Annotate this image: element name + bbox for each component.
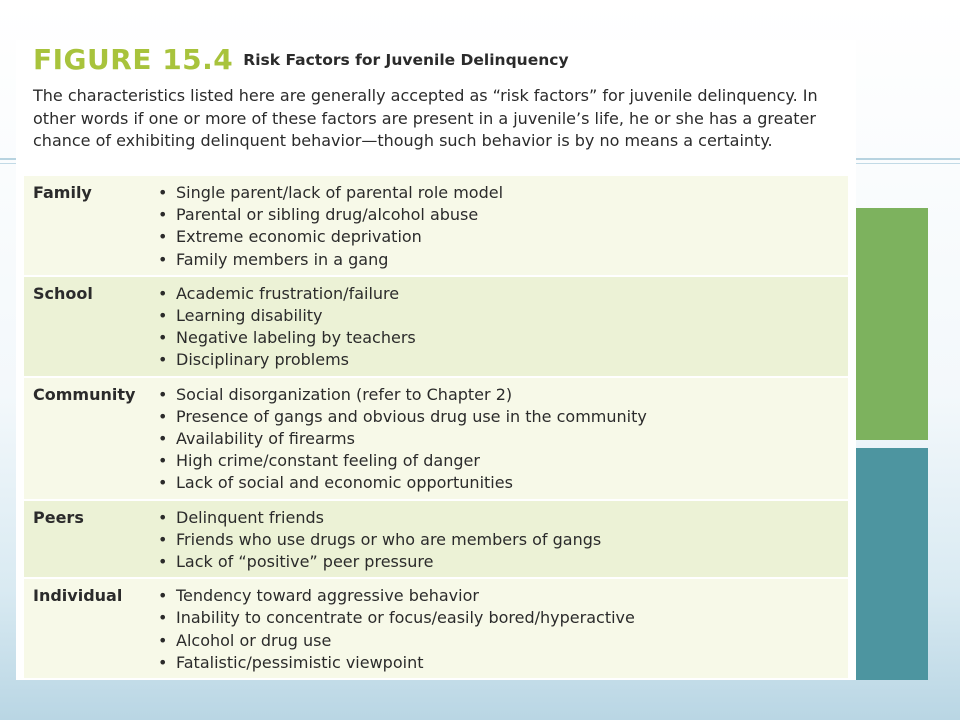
factor-item: • Social disorganization (refer to Chapter 2) <box>158 384 848 406</box>
factor-list <box>158 384 848 495</box>
category-label: Community <box>33 384 136 404</box>
factor-item: • Lack of social and economic opportunities <box>158 472 848 494</box>
factor-item: • Learning disability <box>158 305 848 327</box>
category-label: Individual <box>33 586 123 606</box>
factor-item: • High crime/constant feeling of danger <box>158 450 848 472</box>
factor-list <box>158 585 848 674</box>
factor-item: • Lack of “positive” peer pressure <box>158 551 848 573</box>
risk-factor-table <box>24 176 848 678</box>
factor-item: • Academic frustration/failure <box>158 283 848 305</box>
factor-item: • Disciplinary problems <box>158 349 848 371</box>
factor-item: • Fatalistic/pessimistic viewpoint <box>158 652 848 674</box>
factor-item: • Alcohol or drug use <box>158 630 848 652</box>
factor-item: • Tendency toward aggressive behavior <box>158 585 848 607</box>
figure-number: FIGURE 15.4 <box>33 43 234 76</box>
figure-panel <box>16 40 856 680</box>
factor-item: • Negative labeling by teachers <box>158 327 848 349</box>
factor-list <box>158 182 848 271</box>
factor-item: • Inability to concentrate or focus/easily bored/hyperactive <box>158 607 848 629</box>
factor-item: • Single parent/lack of parental role model <box>158 182 848 204</box>
figure-caption: The characteristics listed here are generally accepted as “risk factors” for juvenile delinquency. In other words if one or more of these factors are present in a juvenile’s life, he or she has a greater chance of exhibiting delinquent behavior—though such behavior is by no means a certainty. <box>33 86 818 150</box>
category-row-community <box>24 376 848 499</box>
category-row-school <box>24 275 848 376</box>
factor-item: • Family members in a gang <box>158 249 848 271</box>
figure-title: Risk Factors for Juvenile Delinquency <box>243 51 569 69</box>
category-row-family <box>24 176 848 275</box>
category-row-individual <box>24 577 848 678</box>
factor-item: • Availability of firearms <box>158 428 848 450</box>
factor-item: • Friends who use drugs or who are members of gangs <box>158 529 848 551</box>
category-label: Family <box>33 183 92 202</box>
green-accent-block <box>856 208 928 440</box>
factor-list <box>158 507 848 574</box>
category-label: Peers <box>33 507 84 527</box>
factor-list <box>158 283 848 372</box>
category-label: School <box>33 283 93 303</box>
category-row-peers <box>24 499 848 578</box>
factor-item: • Parental or sibling drug/alcohol abuse <box>158 204 848 226</box>
factor-item: • Extreme economic deprivation <box>158 226 848 248</box>
figure-heading <box>33 43 569 76</box>
factor-item: • Presence of gangs and obvious drug use in the community <box>158 406 848 428</box>
teal-accent-block <box>856 448 928 680</box>
factor-item: • Delinquent friends <box>158 507 848 529</box>
